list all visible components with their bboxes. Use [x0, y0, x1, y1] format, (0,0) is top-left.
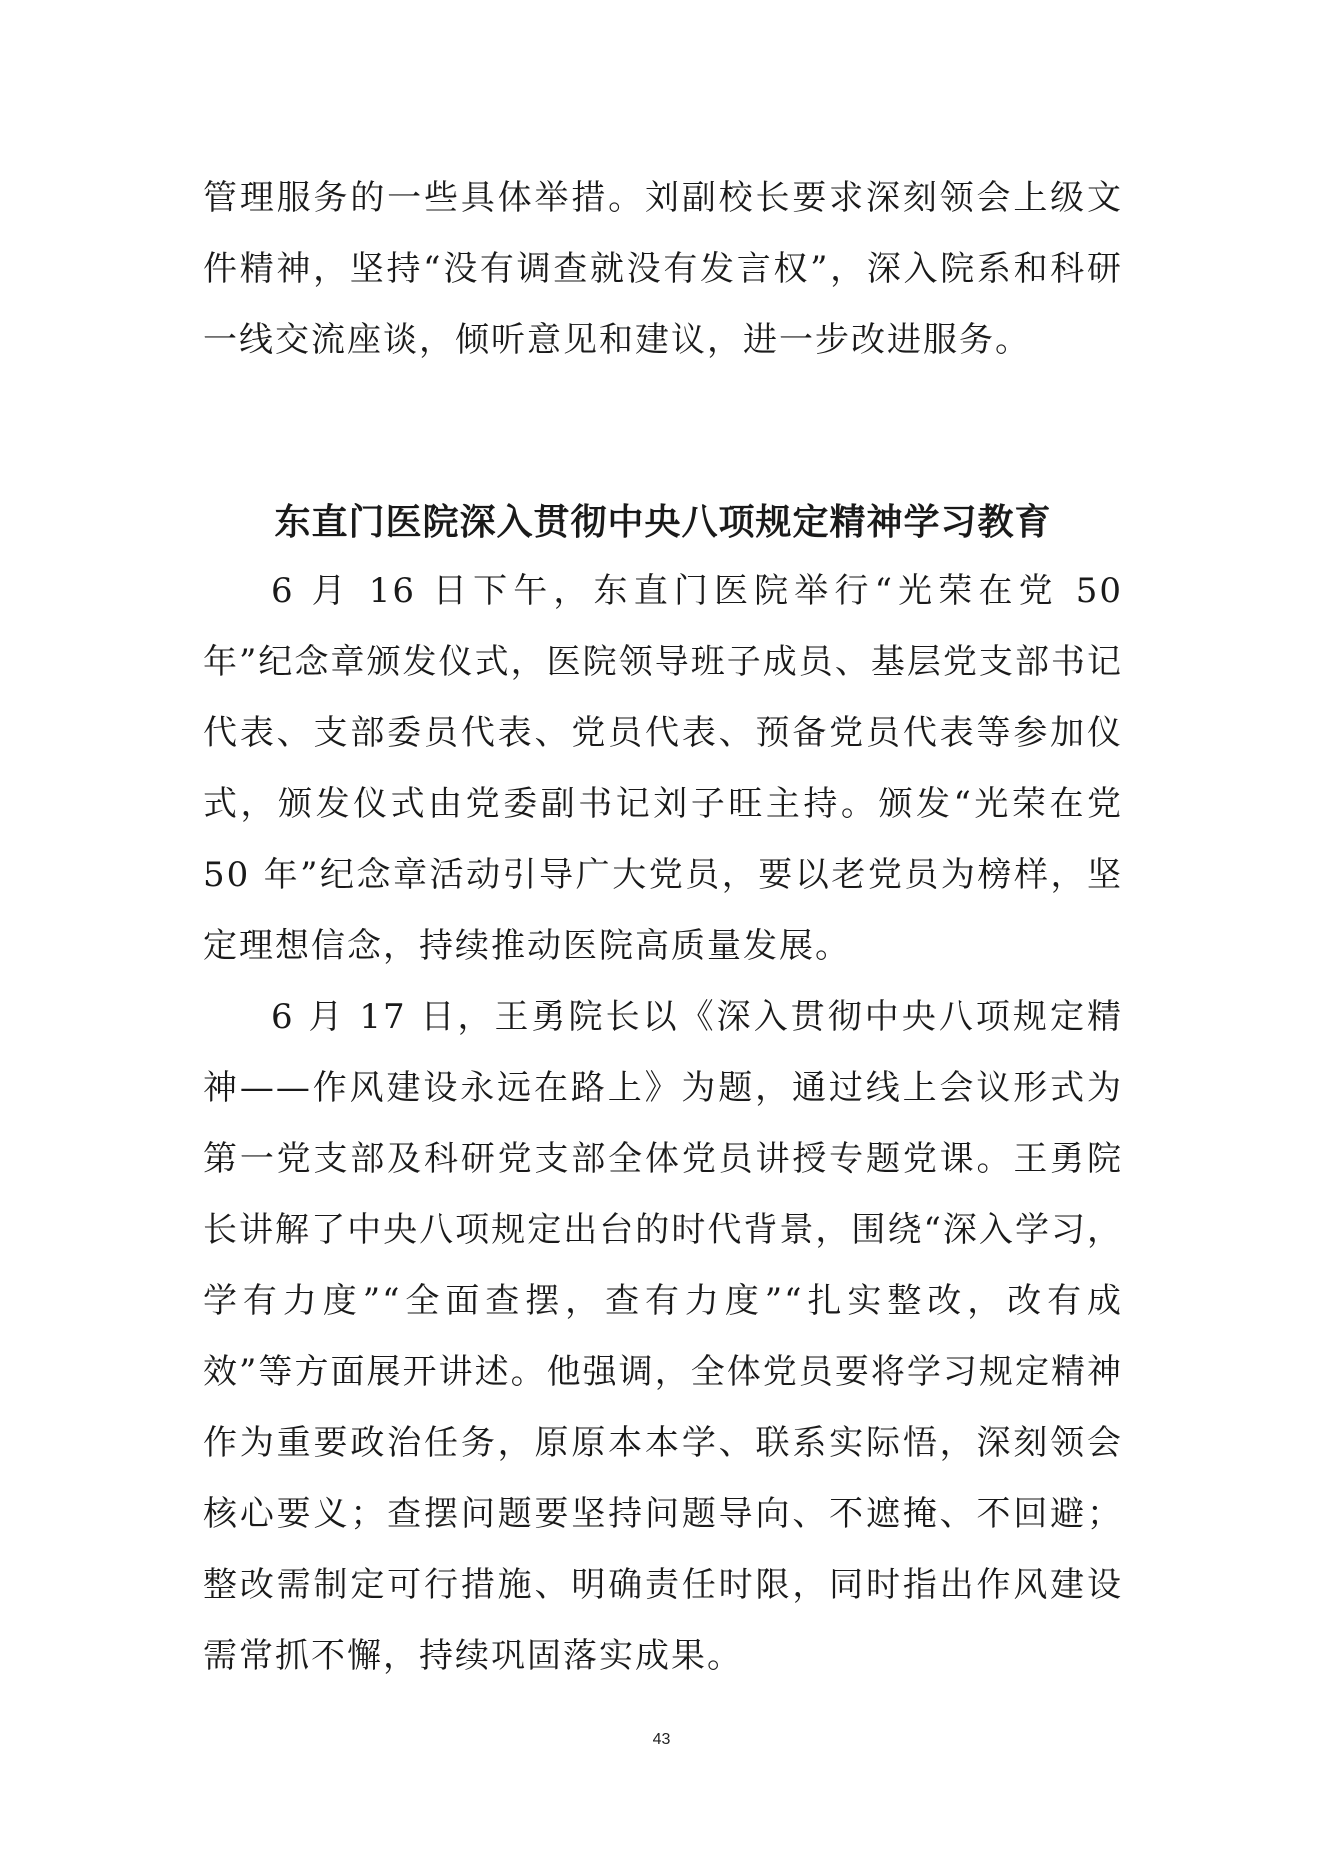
page-number: 43: [652, 1731, 671, 1748]
intro-paragraph: 管理服务的一些具体举措。刘副校长要求深刻领会上级文件精神，坚持“没有调查就没有发言权”，深入院系和科研一线交流座谈，倾听意见和建议，进一步改进服务。: [203, 178, 1123, 360]
page-content: [203, 163, 1123, 1692]
section-paragraph-1: 6 月 16 日下午，东直门医院举行“光荣在党 50 年”纪念章颁发仪式，医院领导班子成员、基层党支部书记代表、支部委员代表、党员代表、预备党员代表等参加仪式，颁发仪式由党委副书记刘子旺主持。颁发“光荣在党 50 年”纪念章活动引导广大党员，要以老党员为榜样，坚定理想信念，持续推动医院高质量发展。: [203, 571, 1123, 966]
section-heading: 东直门医院深入贯彻中央八项规定精神学习教育: [274, 501, 1052, 543]
section-paragraph-2: 6 月 17 日，王勇院长以《深入贯彻中央八项规定精神——作风建设永远在路上》为题，通过线上会议形式为第一党支部及科研党支部全体党员讲授专题党课。王勇院长讲解了中央八项规定出台的时代背景，围绕“深入学习，学有力度”“全面查摆，查有力度”“扎实整改，改有成效”等方面展开讲述。他强调，全体党员要将学习规定精神作为重要政治任务，原原本本学、联系实际悟，深刻领会核心要义；查摆问题要坚持问题导向、不遮掩、不回避；整改需制定可行措施、明确责任时限，同时指出作风建设需常抓不懈，持续巩固落实成果。: [203, 997, 1123, 1676]
